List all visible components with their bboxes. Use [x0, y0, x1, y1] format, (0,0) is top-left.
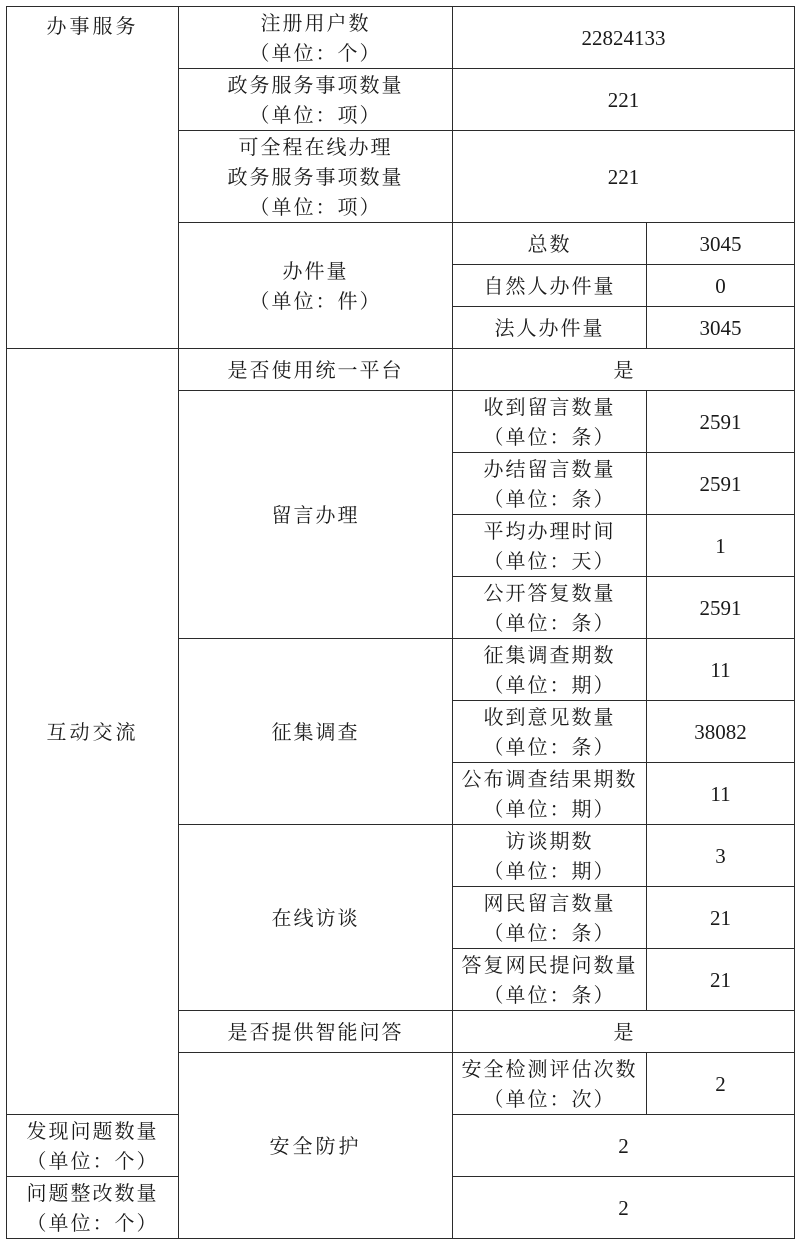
- registered-users-label: 注册用户数 （单位：个）: [179, 7, 453, 69]
- smart-qa-label: 是否提供智能问答: [179, 1011, 453, 1053]
- issues-fixed-label: 问题整改数量 （单位：个）: [7, 1177, 179, 1239]
- cases-natural-value: 0: [647, 265, 795, 307]
- table-row: [7, 349, 795, 391]
- assessments-label: 安全检测评估次数 （单位：次）: [453, 1053, 647, 1115]
- issues-found-value: 2: [453, 1115, 795, 1177]
- interview-periods-value: 3: [647, 825, 795, 887]
- survey-results-label: 公布调查结果期数 （单位：期）: [453, 763, 647, 825]
- issues-found-label: 发现问题数量 （单位：个）: [7, 1115, 179, 1177]
- cases-label: 办件量 （单位：件）: [179, 223, 453, 349]
- statistics-table: [6, 6, 795, 1239]
- messages-received-value: 2591: [647, 391, 795, 453]
- category-service: 办事服务: [7, 7, 179, 349]
- survey-results-value: 11: [647, 763, 795, 825]
- online-items-label: 可全程在线办理 政务服务事项数量 （单位：项）: [179, 131, 453, 223]
- messages-public-replies-label: 公开答复数量 （单位：条）: [453, 577, 647, 639]
- smart-qa-value: 是: [453, 1011, 795, 1053]
- category-security: 安全防护: [179, 1053, 453, 1239]
- interview-answers-label: 答复网民提问数量 （单位：条）: [453, 949, 647, 1011]
- survey-opinions-value: 38082: [647, 701, 795, 763]
- service-items-label: 政务服务事项数量 （单位：项）: [179, 69, 453, 131]
- survey-periods-label: 征集调查期数 （单位：期）: [453, 639, 647, 701]
- registered-users-value: 22824133: [453, 7, 795, 69]
- messages-completed-label: 办结留言数量 （单位：条）: [453, 453, 647, 515]
- messages-completed-value: 2591: [647, 453, 795, 515]
- unified-platform-value: 是: [453, 349, 795, 391]
- survey-opinions-label: 收到意见数量 （单位：条）: [453, 701, 647, 763]
- cases-total-label: 总数: [453, 223, 647, 265]
- interview-netizen-msgs-label: 网民留言数量 （单位：条）: [453, 887, 647, 949]
- service-items-value: 221: [453, 69, 795, 131]
- category-interaction: 互动交流: [7, 349, 179, 1115]
- messages-public-replies-value: 2591: [647, 577, 795, 639]
- cases-legal-label: 法人办件量: [453, 307, 647, 349]
- table-row: [7, 7, 795, 69]
- cases-legal-value: 3045: [647, 307, 795, 349]
- unified-platform-label: 是否使用统一平台: [179, 349, 453, 391]
- messages-received-label: 收到留言数量 （单位：条）: [453, 391, 647, 453]
- messages-avg-time-label: 平均办理时间 （单位：天）: [453, 515, 647, 577]
- interview-periods-label: 访谈期数 （单位：期）: [453, 825, 647, 887]
- interview-label: 在线访谈: [179, 825, 453, 1011]
- messages-label: 留言办理: [179, 391, 453, 639]
- cases-total-value: 3045: [647, 223, 795, 265]
- survey-periods-value: 11: [647, 639, 795, 701]
- issues-fixed-value: 2: [453, 1177, 795, 1239]
- online-items-value: 221: [453, 131, 795, 223]
- interview-answers-value: 21: [647, 949, 795, 1011]
- messages-avg-time-value: 1: [647, 515, 795, 577]
- cases-natural-label: 自然人办件量: [453, 265, 647, 307]
- interview-netizen-msgs-value: 21: [647, 887, 795, 949]
- survey-label: 征集调查: [179, 639, 453, 825]
- assessments-value: 2: [647, 1053, 795, 1115]
